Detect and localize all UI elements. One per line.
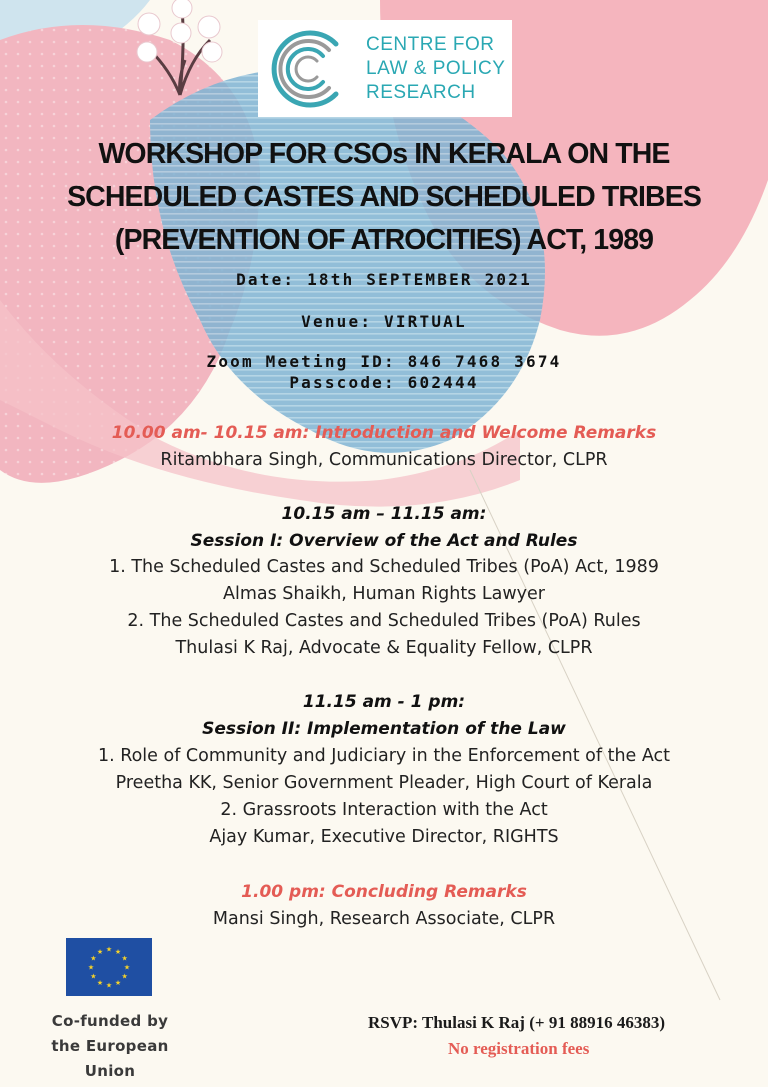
- eu-text-line2: the European: [51, 1037, 169, 1055]
- session2-item2: 2. Grassroots Interaction with the Act: [220, 800, 548, 820]
- eu-star-icon: ★: [96, 979, 104, 988]
- eu-star-icon: ★: [121, 972, 128, 981]
- title-line-2: SCHEDULED CASTES AND SCHEDULED TRIBES: [67, 181, 701, 213]
- logo-text-line3: RESEARCH: [366, 82, 476, 103]
- intro-speaker: Ritambhara Singh, Communications Director, CLPR: [160, 450, 608, 470]
- eu-star-icon: ★: [123, 963, 131, 972]
- session2-speaker1: Preetha KK, Senior Government Pleader, High Court of Kerala: [115, 773, 653, 793]
- eu-star-icon: ★: [90, 972, 97, 981]
- eu-star-icon: ★: [114, 979, 122, 988]
- eu-text-line1: Co-funded by: [51, 1012, 169, 1030]
- intro-time: 10.00 am- 10.15 am: Introduction and Welcome Remarks: [111, 423, 657, 443]
- eu-star-icon: ★: [105, 981, 113, 990]
- logo-text-line2: LAW & POLICY: [366, 58, 506, 79]
- logo-text-line1: CENTRE FOR: [366, 34, 495, 55]
- zoom-passcode: Passcode: 602444: [289, 373, 479, 392]
- closing-speaker: Mansi Singh, Research Associate, CLPR: [212, 909, 556, 929]
- session1-speaker1: Almas Shaikh, Human Rights Lawyer: [223, 584, 545, 604]
- session1-item1: 1. The Scheduled Castes and Scheduled Tribes (PoA) Act, 1989: [109, 557, 659, 577]
- clpr-logo-mark-icon: [266, 26, 352, 112]
- session2-time: 11.15 am - 1 pm:: [302, 692, 466, 712]
- session2-title: Session II: Implementation of the Law: [202, 719, 566, 739]
- session1-time: 10.15 am – 11.15 am:: [281, 504, 487, 524]
- registration-fees-note: No registration fees: [448, 1039, 590, 1058]
- title-line-3: (PREVENTION OF ATROCITIES) ACT, 1989: [114, 224, 654, 256]
- zoom-meeting-id: Zoom Meeting ID: 846 7468 3674: [206, 352, 562, 371]
- title-line-1: WORKSHOP FOR CSOs IN KERALA ON THE: [98, 138, 670, 170]
- eu-star-icon: ★: [90, 954, 97, 963]
- session2-speaker2: Ajay Kumar, Executive Director, RIGHTS: [209, 827, 559, 847]
- eu-star-icon: ★: [121, 954, 128, 963]
- eu-star-icon: ★: [96, 947, 104, 956]
- event-date: Date: 18th SEPTEMBER 2021: [236, 270, 532, 289]
- closing-time: 1.00 pm: Concluding Remarks: [241, 882, 527, 902]
- session1-speaker2: Thulasi K Raj, Advocate & Equality Fellow, CLPR: [175, 638, 593, 658]
- eu-flag-icon: [66, 938, 152, 996]
- clpr-logo: [258, 20, 512, 117]
- session2-item1: 1. Role of Community and Judiciary in the Enforcement of the Act: [97, 746, 671, 766]
- eu-star-icon: ★: [87, 963, 95, 972]
- eu-star-icon: ★: [105, 945, 113, 954]
- session1-title: Session I: Overview of the Act and Rules: [190, 531, 578, 551]
- session1-item2: 2. The Scheduled Castes and Scheduled Tribes (PoA) Rules: [127, 611, 641, 631]
- rsvp-contact: RSVP: Thulasi K Raj (+ 91 88916 46383): [368, 1013, 665, 1032]
- event-venue: Venue: VIRTUAL: [301, 312, 467, 331]
- eu-text-line3: Union: [84, 1062, 136, 1080]
- eu-star-icon: ★: [114, 947, 122, 956]
